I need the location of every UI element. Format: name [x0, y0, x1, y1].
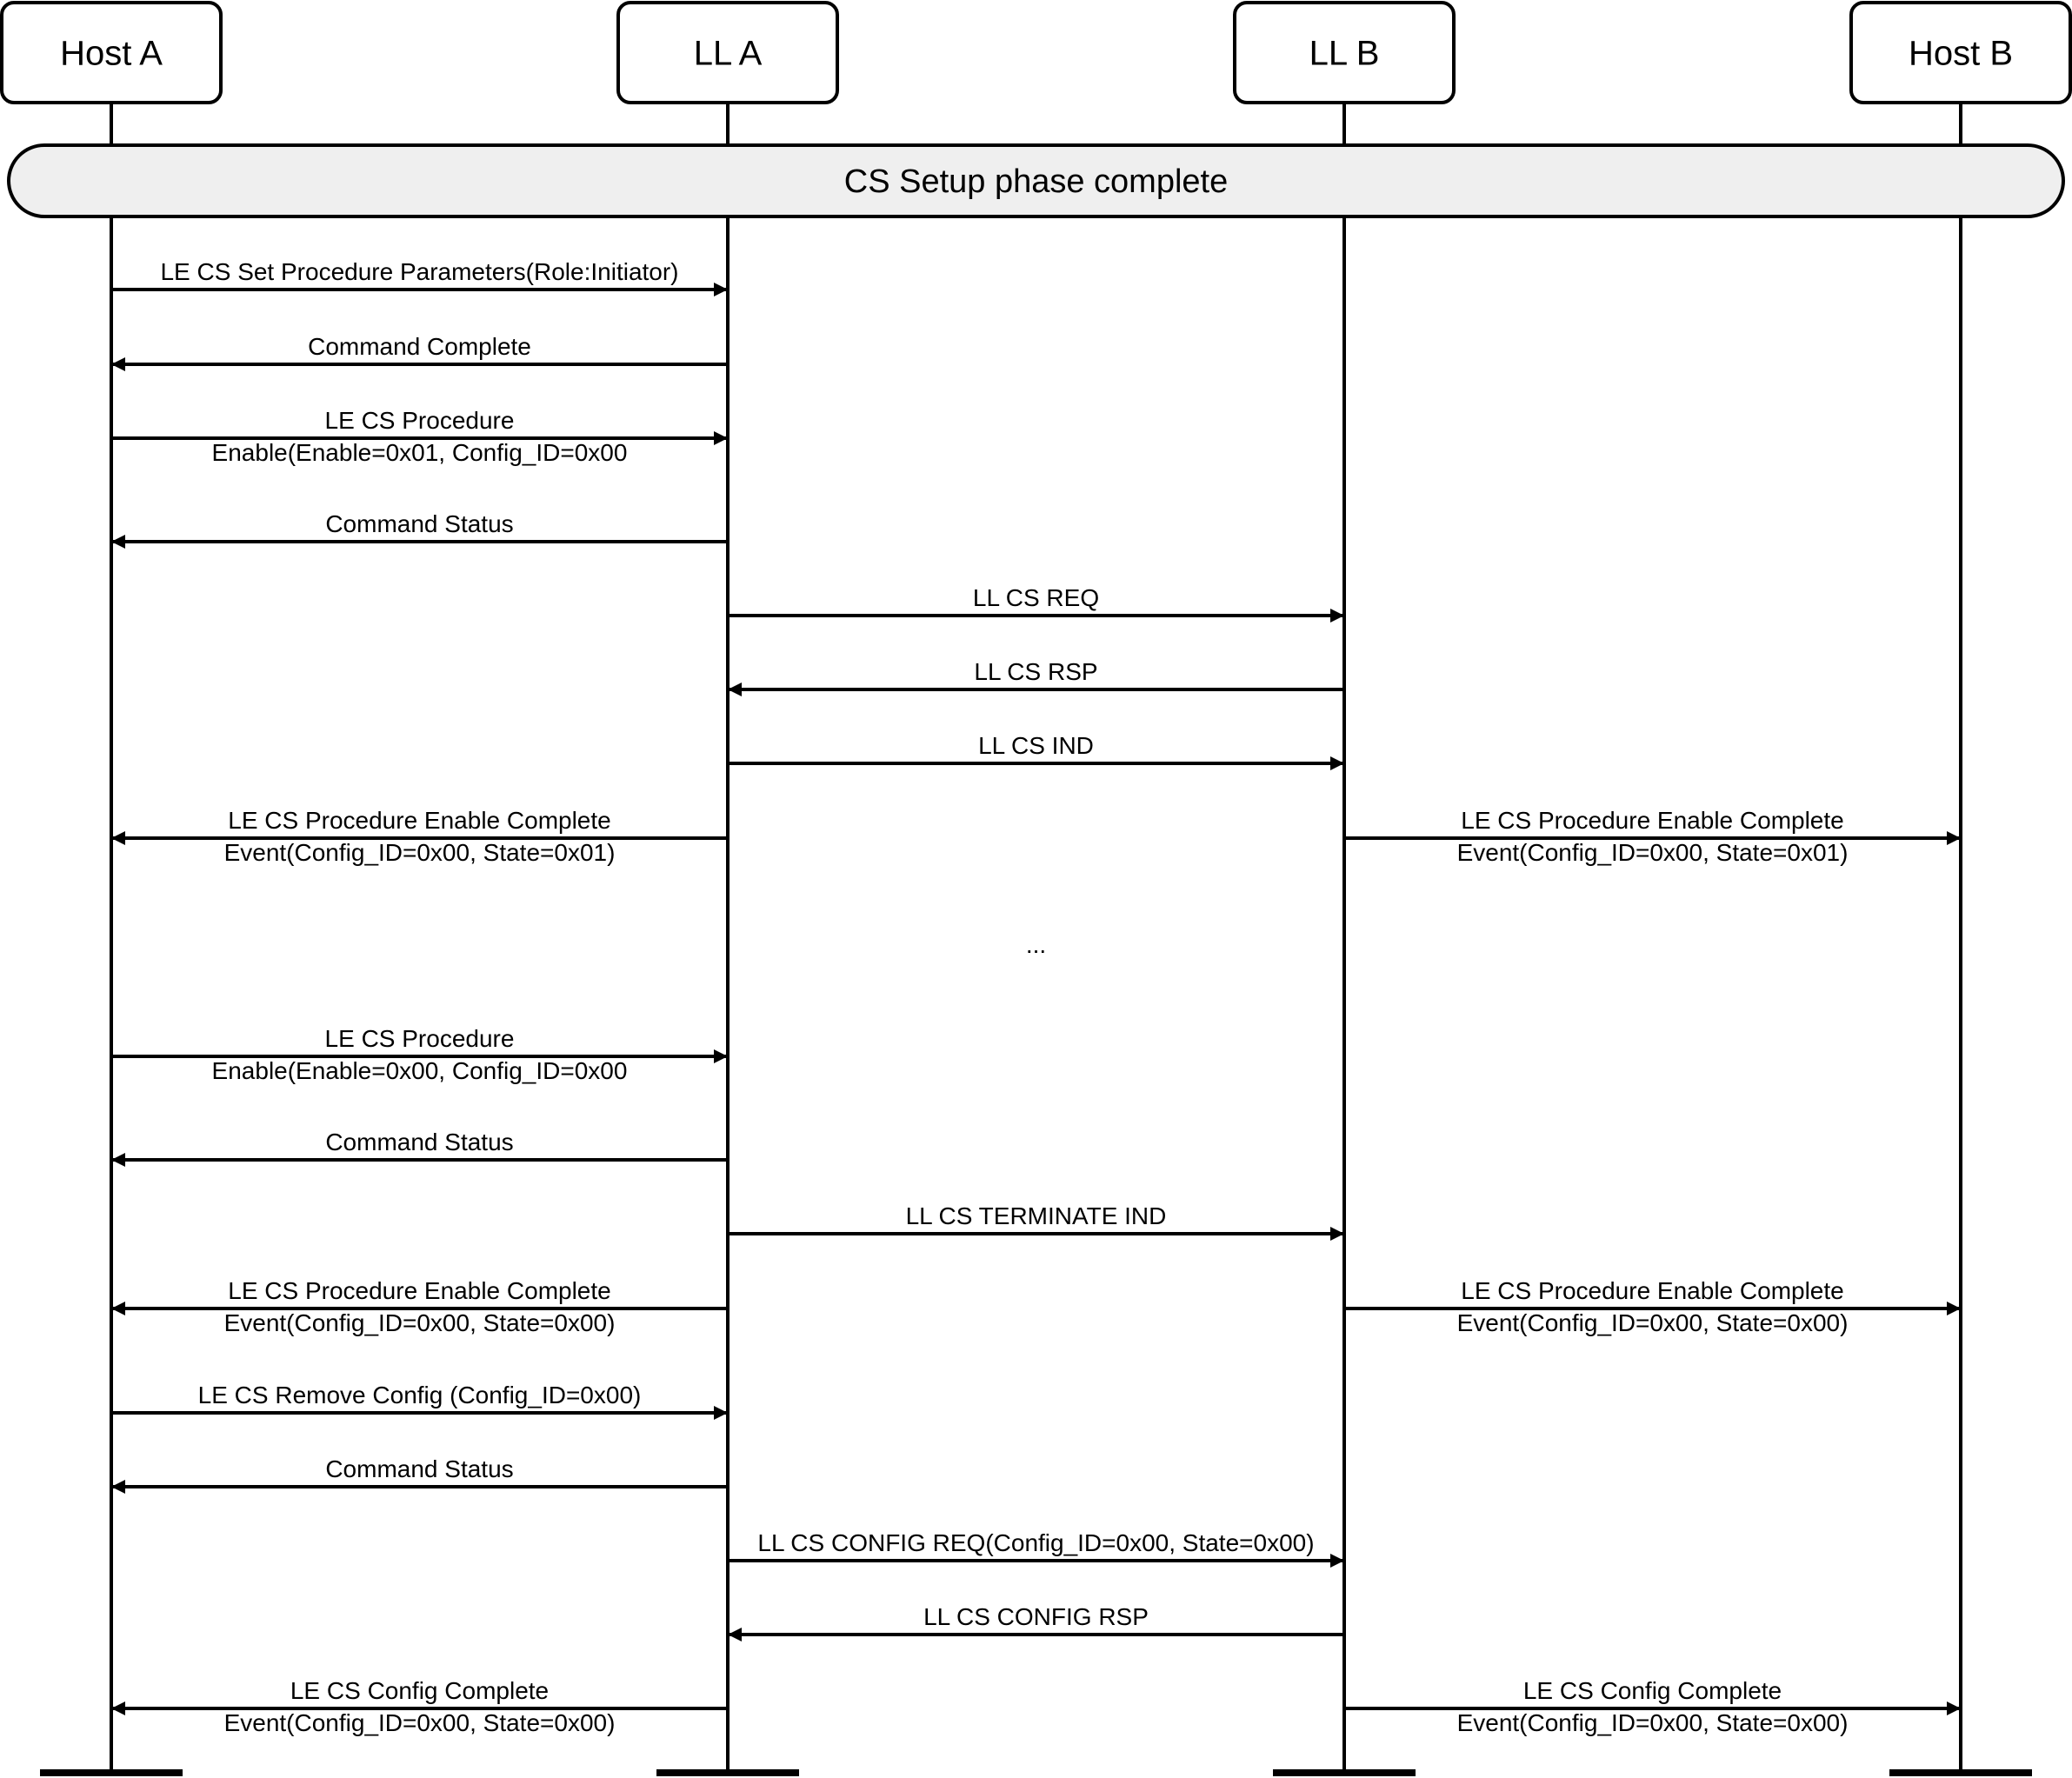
message — [111, 407, 728, 466]
message-label-line-2: Event(Config_ID=0x00, State=0x01) — [223, 839, 616, 866]
message-label-line-2: Event(Config_ID=0x00, State=0x00) — [1456, 1309, 1849, 1336]
participant-ll-a — [618, 3, 837, 103]
message-label: Command Status — [325, 1129, 514, 1155]
message-label: LE CS Config Complete — [1522, 1677, 1782, 1704]
message-label: LE CS Procedure — [324, 1025, 515, 1052]
message — [111, 1025, 728, 1084]
message — [111, 807, 728, 866]
ellipsis: ... — [1025, 931, 1047, 958]
message-label-line-2: Enable(Enable=0x01, Config_ID=0x00 — [211, 439, 628, 466]
message — [111, 1277, 728, 1336]
message-label-line-2: Enable(Enable=0x00, Config_ID=0x00 — [211, 1057, 628, 1084]
participant-ll-b — [1235, 3, 1454, 103]
message-label: Command Status — [325, 1455, 514, 1482]
message-label-line-2: Event(Config_ID=0x00, State=0x00) — [223, 1709, 616, 1736]
message — [728, 584, 1344, 616]
phase-banner — [9, 145, 2063, 216]
message-label: LL CS RSP — [974, 658, 1098, 685]
message — [1344, 1677, 1961, 1736]
participant-label: Host A — [60, 34, 163, 73]
message — [728, 1529, 1344, 1561]
message — [111, 333, 728, 364]
participant-host-b — [1851, 3, 2070, 103]
message-label: LE CS Remove Config (Config_ID=0x00) — [197, 1382, 642, 1408]
message — [111, 1129, 728, 1160]
message — [111, 258, 728, 290]
message-label: LE CS Procedure — [324, 407, 515, 434]
message-label: LE CS Procedure Enable Complete — [1461, 1277, 1844, 1304]
message-label: LE CS Config Complete — [290, 1677, 550, 1704]
message — [1344, 1277, 1961, 1336]
message — [728, 732, 1344, 763]
message-label-line-2: Event(Config_ID=0x00, State=0x00) — [223, 1309, 616, 1336]
message-label-line-2: Event(Config_ID=0x00, State=0x00) — [1456, 1709, 1849, 1736]
message — [111, 1455, 728, 1487]
message-label: Command Complete — [308, 333, 531, 360]
message-label: LE CS Procedure Enable Complete — [1461, 807, 1844, 834]
message — [111, 510, 728, 542]
message-label: LL CS CONFIG RSP — [923, 1603, 1149, 1630]
message — [728, 1603, 1344, 1635]
message — [1344, 807, 1961, 866]
participant-label: LL B — [1309, 34, 1380, 73]
message-label: LL CS TERMINATE IND — [905, 1202, 1167, 1229]
message — [111, 1677, 728, 1736]
message-label: LE CS Procedure Enable Complete — [228, 807, 611, 834]
participant-label: Host B — [1908, 34, 2014, 73]
message-label: Command Status — [325, 510, 514, 537]
participant-host-a — [2, 3, 221, 103]
participant-label: LL A — [693, 34, 763, 73]
message-label: LL CS REQ — [972, 584, 1100, 611]
message — [728, 658, 1344, 689]
message-label-line-2: Event(Config_ID=0x00, State=0x01) — [1456, 839, 1849, 866]
message — [111, 1382, 728, 1413]
message-label: LE CS Procedure Enable Complete — [228, 1277, 611, 1304]
phase-banner-label: CS Setup phase complete — [843, 163, 1229, 200]
message-label: LE CS Set Procedure Parameters(Role:Initiator) — [160, 258, 679, 285]
message — [728, 1202, 1344, 1234]
message-label: LL CS CONFIG REQ(Config_ID=0x00, State=0x00) — [757, 1529, 1315, 1556]
message-label: LL CS IND — [978, 732, 1094, 759]
